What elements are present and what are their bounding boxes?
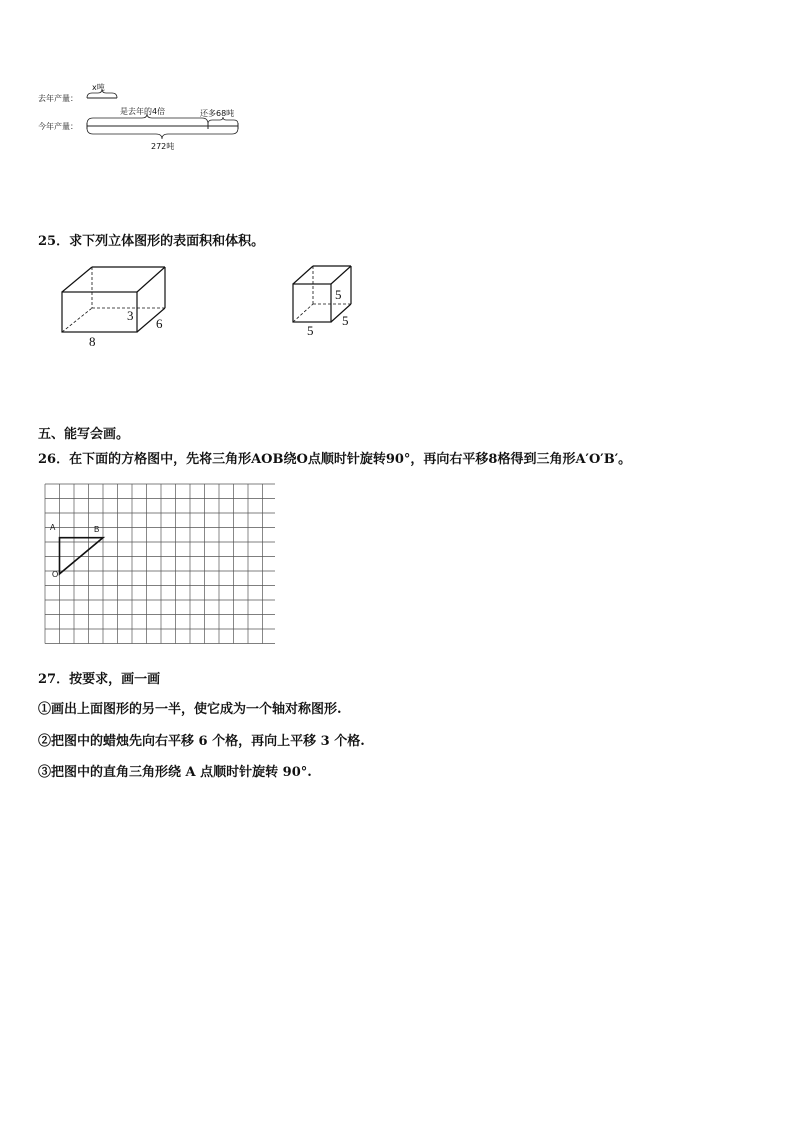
q27-item-1-text: 画出上面图形的另一半，使它成为一个轴对称图形. (51, 702, 342, 717)
last-year-label: 去年产量： (38, 94, 78, 103)
square-grid (40, 480, 275, 645)
q27-item-1-number: ① (38, 702, 52, 717)
cube-edge-label-depth: 5 (342, 313, 349, 328)
q27-item-3-text: 把图中的直角三角形绕 A 点顺时针旋转 90°. (51, 765, 312, 780)
section-5-title: 五、能写会画。 (38, 427, 130, 442)
q27-item-3-number: ③ (38, 765, 52, 780)
bar-diagram (30, 78, 260, 158)
triangle-aob (60, 538, 104, 574)
question-27-text: 27．按要求，画一画 (38, 672, 161, 687)
q27-item-2-text: 把图中的蜡烛先向右平移 6 个格，再向上平移 3 个格. (51, 734, 365, 749)
q27-item-2-number: ② (38, 734, 52, 749)
cuboid-figure (55, 260, 185, 355)
x-ton-label: x吨 (92, 83, 105, 92)
times-four-label: 是去年的4倍 (120, 107, 166, 116)
point-o-label: O (52, 570, 59, 579)
q27-item-2 (38, 730, 365, 749)
this-year-label: 今年产量： (38, 122, 78, 131)
point-a-label: A (50, 523, 56, 532)
q27-item-1 (38, 698, 342, 717)
question-26-text: 26．在下面的方格图中，先将三角形AOB绕O点顺时针旋转90°，再向右平移8格得到三角形A′O′B′。 (38, 452, 632, 467)
question-25-text: 25．求下列立体图形的表面积和体积。 (38, 234, 265, 249)
cuboid-width-label: 6 (156, 316, 163, 331)
cube-edge-label-front: 5 (307, 323, 314, 338)
cube-edge-label-vertical: 5 (335, 287, 342, 302)
cuboid-height-label: 3 (127, 308, 134, 323)
bar-diagram-lines (30, 78, 260, 158)
total-272-label: 272吨 (151, 142, 175, 151)
cuboid-length-label: 8 (89, 334, 96, 349)
q27-item-3 (38, 761, 312, 780)
cube-figure (288, 260, 368, 340)
point-b-label: B (94, 525, 100, 534)
more-68-label: 还多68吨 (200, 109, 235, 118)
